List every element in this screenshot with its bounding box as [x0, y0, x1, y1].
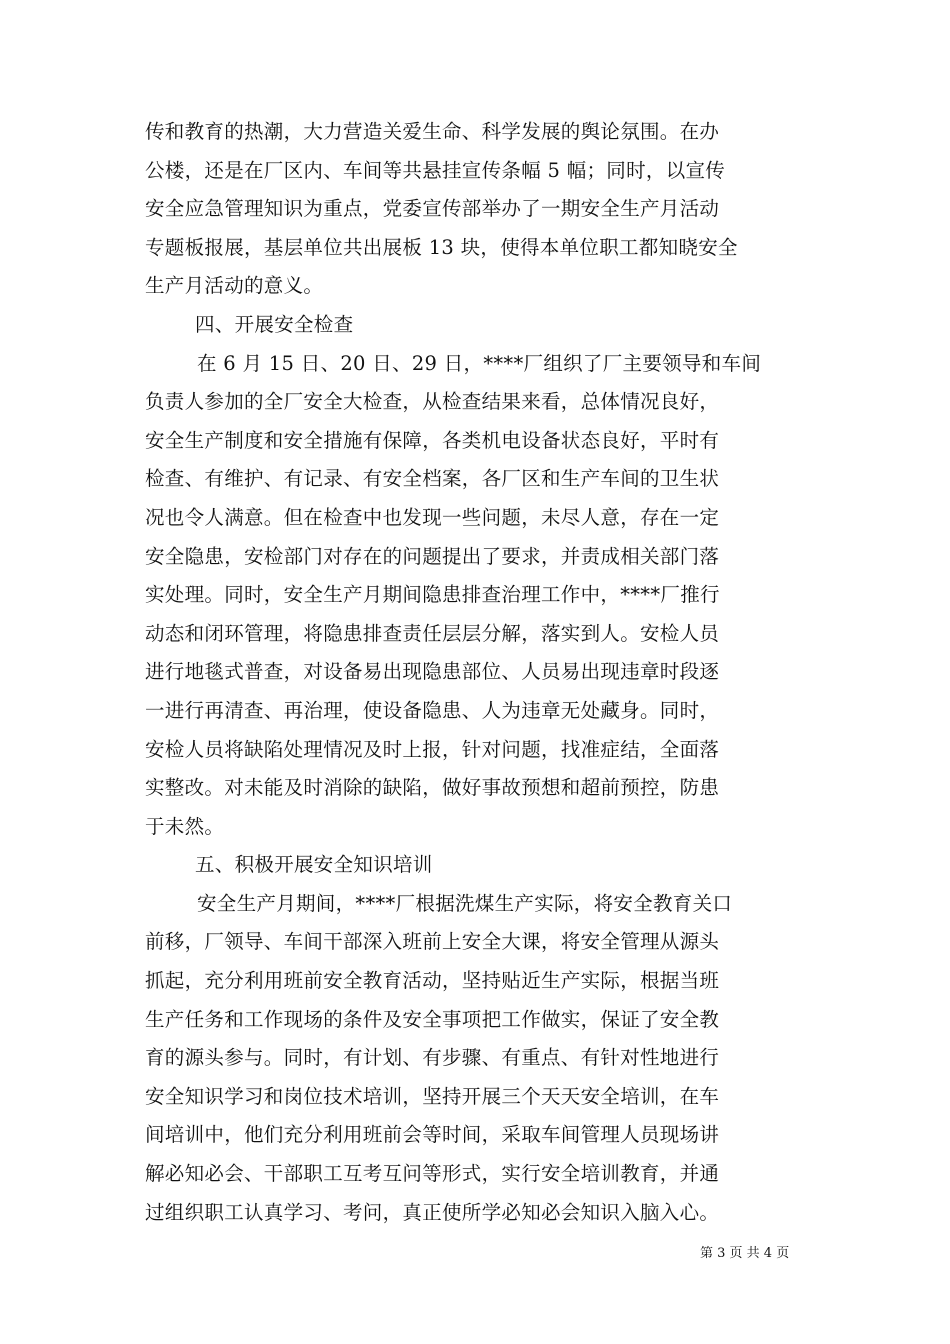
paragraph-line: 一进行再清查、再治理，使设备隐患、人为违章无处藏身。同时， — [145, 698, 720, 722]
paragraph-line: 抓起，充分利用班前安全教育活动，坚持贴近生产实际，根据当班 — [145, 969, 720, 993]
section-heading-4: 四、开展安全检查 — [195, 312, 354, 336]
paragraph-line: 生产任务和工作现场的条件及安全事项把工作做实，保证了安全教 — [145, 1007, 720, 1031]
paragraph-line: 动态和闭环管理，将隐患排查责任层层分解，落实到人。安检人员 — [145, 621, 720, 645]
paragraph-line: 间培训中，他们充分利用班前会等时间，采取车间管理人员现场讲 — [145, 1123, 720, 1147]
paragraph-line: 安检人员将缺陷处理情况及时上报，针对问题，找准症结，全面落 — [145, 737, 720, 761]
paragraph-line: 检查、有维护、有记录、有安全档案，各厂区和生产车间的卫生状 — [145, 467, 720, 491]
document-body — [145, 113, 815, 1232]
paragraph-line: 安全生产制度和安全措施有保障，各类机电设备状态良好，平时有 — [145, 428, 720, 452]
page-number-footer: 第 3 页 共 4 页 — [700, 1246, 790, 1261]
paragraph-line: 实处理。同时，安全生产月期间隐患排查治理工作中，****厂推行 — [145, 583, 720, 607]
section-heading-5: 五、积极开展安全知识培训 — [195, 853, 433, 877]
paragraph-line: 生产月活动的意义。 — [145, 274, 324, 298]
paragraph-line: 育的源头参与。同时，有计划、有步骤、有重点、有针对性地进行 — [145, 1046, 720, 1070]
paragraph-line: 于未然。 — [145, 814, 225, 838]
paragraph-line: 安全生产月期间，****厂根据洗煤生产实际，将安全教育关口 — [197, 891, 733, 915]
paragraph-line: 安全隐患，安检部门对存在的问题提出了要求，并责成相关部门落 — [145, 544, 720, 568]
paragraph-line: 公楼，还是在厂区内、车间等共悬挂宣传条幅 5 幅；同时，以宣传 — [145, 158, 726, 182]
paragraph-line: 前移，厂领导、车间干部深入班前上安全大课，将安全管理从源头 — [145, 930, 720, 954]
paragraph-line: 实整改。对未能及时消除的缺陷，做好事故预想和超前预控，防患 — [145, 776, 720, 800]
paragraph-line: 况也令人满意。但在检查中也发现一些问题，未尽人意，存在一定 — [145, 505, 720, 529]
paragraph-line: 传和教育的热潮，大力营造关爱生命、科学发展的舆论氛围。在办 — [145, 120, 720, 143]
paragraph-line: 专题板报展，基层单位共出展板 13 块，使得本单位职工都知晓安全 — [145, 235, 738, 259]
paragraph-line: 安全知识学习和岗位技术培训，坚持开展三个天天安全培训，在车 — [145, 1084, 720, 1108]
paragraph-line: 解必知必会、干部职工互考互问等形式，实行安全培训教育，并通 — [145, 1162, 720, 1186]
paragraph-line: 负责人参加的全厂安全大检查，从检查结果来看，总体情况良好， — [145, 390, 720, 414]
paragraph-line: 过组织职工认真学习、考问，真正使所学必知必会知识入脑入心。 — [145, 1200, 720, 1224]
paragraph-line: 安全应急管理知识为重点，党委宣传部举办了一期安全生产月活动 — [145, 197, 720, 221]
paragraph-line: 在 6 月 15 日、20 日、29 日，****厂组织了厂主要领导和车间 — [197, 351, 762, 375]
paragraph-line: 进行地毯式普查，对设备易出现隐患部位、人员易出现违章时段逐 — [145, 660, 720, 684]
